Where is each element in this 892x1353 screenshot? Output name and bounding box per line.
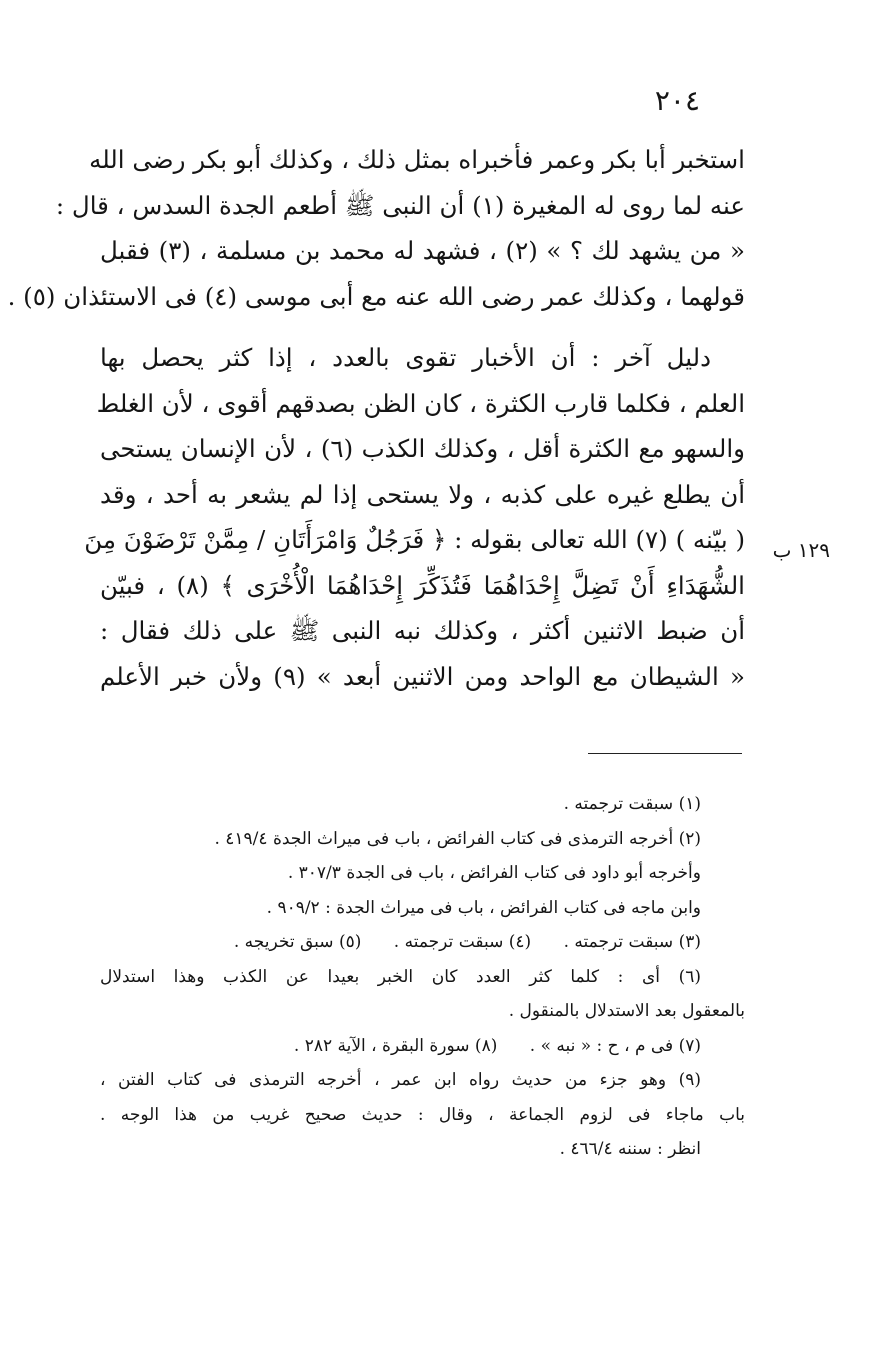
footnotes	[100, 787, 745, 1167]
page-number: ٢٠٤	[654, 84, 700, 117]
text-line: الشُّهَدَاءِ أَنْ تَضِلَّ إِحْدَاهُمَا فَتُذَكِّرَ إِحْدَاهُمَا الْأُخْرَى ﴾ (٨) ، فبيّن	[100, 570, 745, 600]
text-line: ( بيّنه ) (٧) الله تعالى بقوله : ﴿ فَرَجُلٌ وَامْرَأَتَانِ / مِمَّنْ تَرْضَوْنَ مِنَ	[84, 525, 745, 554]
paragraph-1	[7, 137, 745, 319]
footnote-line: بالمعقول بعد الاستدلال بالمنقول .	[508, 1001, 745, 1021]
footnote-line: (٩) وهو جزء من حديث رواه ابن عمر ، أخرجه الترمذى فى كتاب الفتن ،	[100, 1070, 701, 1090]
text-line: أن يطلع غيره على كذبه ، ولا يستحى إذا لم يشعر به أحد ، وقد	[100, 479, 745, 509]
margin-folio-note: ١٢٩ ب	[772, 538, 830, 562]
text-line: دليل آخر : أن الأخبار تقوى بالعدد ، إذا كثر يحصل بها	[100, 343, 711, 372]
text-line: العلم ، فكلما قارب الكثرة ، كان الظن بصدقهم أقوى ، لأن الغلط	[96, 388, 745, 418]
text-line: « من يشهد لك ؟ » (٢) ، فشهد له محمد بن مسلمة ، (٣) فقبل	[100, 236, 745, 265]
footnote-line: وابن ماجه فى كتاب الفرائض ، باب فى ميراث الجدة : ٩٠٩/٢ .	[266, 897, 701, 918]
footnote-line: وأخرجه أبو داود فى كتاب الفرائض ، باب فى الجدة ٣٠٧/٣ .	[287, 863, 701, 883]
text-line: عنه لما روى له المغيرة (١) أن النبى ﷺ أطعم الجدة السدس ، قال :	[55, 190, 745, 220]
footnote-line: (٣) سبقت ترجمته . (٤) سبقت ترجمته . (٥) سبق تخريجه .	[233, 932, 701, 952]
paragraph-spacer	[100, 319, 745, 335]
footnote-line: (٧) فى م ، ح : « نبه » . (٨) سورة البقرة ، الآية ٢٨٢ .	[293, 1035, 701, 1056]
footnote-line: (٦) أى : كلما كثر العدد كان الخبر بعيدا عن الكذب وهذا استدلال	[100, 966, 701, 987]
footnote-line: (١) سبقت ترجمته .	[563, 794, 701, 814]
footnote-separator	[588, 753, 742, 754]
main-body-text	[7, 137, 745, 699]
paragraph-2	[84, 335, 745, 699]
text-line: « الشيطان مع الواحد ومن الاثنين أبعد » (٩) ولأن خبر الأعلم	[100, 661, 745, 691]
text-line: قولهما ، وكذلك عمر رضى الله عنه مع أبى موسى (٤) فى الاستئذان (٥) .	[7, 281, 745, 311]
text-line: أن ضبط الاثنين أكثر ، وكذلك نبه النبى ﷺ على ذلك فقال :	[100, 616, 745, 645]
footnote-line: باب ماجاء فى لزوم الجماعة ، وقال : حديث صحيح غريب من هذا الوجه .	[100, 1104, 745, 1125]
footnote-line: انظر : سننه ٤٦٦/٤ .	[559, 1139, 701, 1159]
text-line: والسهو مع الكثرة أقل ، وكذلك الكذب (٦) ، لأن الإنسان يستحى	[100, 434, 745, 463]
footnote-line: (٢) أخرجه الترمذى فى كتاب الفرائض ، باب فى ميراث الجدة ٤١٩/٤ .	[214, 828, 701, 849]
text-line: استخبر أبا بكر وعمر فأخبراه بمثل ذلك ، وكذلك أبو بكر رضى الله	[89, 145, 745, 174]
